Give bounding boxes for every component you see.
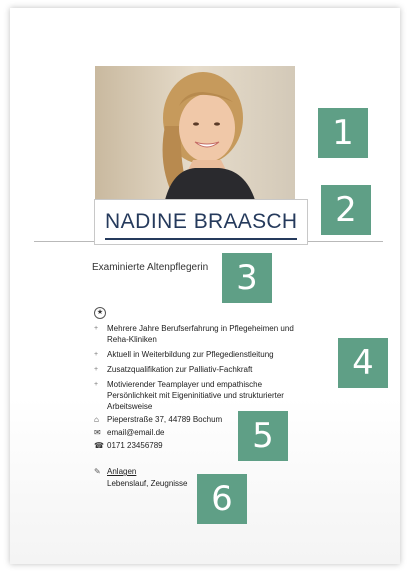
home-icon: ⌂: [94, 415, 99, 424]
attachments-label: Anlagen: [107, 467, 137, 476]
bullet-icon: +: [94, 381, 99, 388]
callout-badge-5: 5: [238, 411, 288, 461]
attachments-row: [94, 466, 294, 477]
list-item: + Mehrere Jahre Berufserfahrung in Pflegeheimen und Reha-Kliniken: [94, 324, 294, 344]
name-underline: [105, 238, 297, 240]
paperclip-icon: ✎: [94, 467, 101, 476]
attachments-content: Lebenslauf, Zeugnisse: [107, 479, 188, 488]
star-icon: ★: [94, 307, 106, 319]
applicant-name: [105, 210, 297, 234]
callout-badge-2: 2: [321, 185, 371, 235]
bullet-icon: +: [94, 366, 99, 373]
bullet-icon: +: [94, 351, 99, 358]
email: email@email.de: [107, 428, 165, 437]
list-item: + Zusatzqualifikation zur Palliativ-Fachkraft: [94, 365, 253, 374]
profile-photo: [95, 66, 295, 200]
callout-badge-3: 3: [222, 253, 272, 303]
phone-icon: ☎: [94, 441, 104, 450]
callout-badge-1: 1: [318, 108, 368, 158]
mail-icon: ✉: [94, 428, 101, 437]
attachments-block: [94, 466, 294, 488]
list-item: + Aktuell in Weiterbildung zur Pflegedienstleitung: [94, 350, 274, 359]
bullet-icon: +: [94, 325, 99, 332]
address: Pieperstraße 37, 44789 Bochum: [107, 415, 223, 424]
job-title: Examinierte Altenpflegerin: [92, 262, 209, 273]
name-box: [94, 199, 308, 245]
last-name: BRAASCH: [193, 210, 298, 233]
phone: 0171 23456789: [107, 441, 163, 450]
highlights-list: [94, 323, 314, 416]
callout-badge-4: 4: [338, 338, 388, 388]
callout-badge-6: 6: [197, 474, 247, 524]
list-item: + Motivierender Teamplayer und empathische Persönlichkeit mit Eigeninitiative und strukturierter Arbeitsweise: [94, 380, 284, 411]
first-name: NADINE: [105, 210, 188, 233]
